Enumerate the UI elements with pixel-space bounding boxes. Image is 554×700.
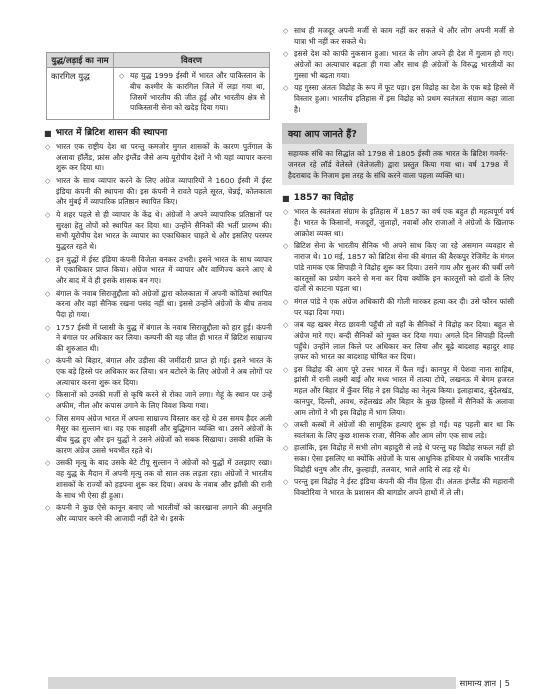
diamond-bullet-icon: ◇ xyxy=(45,391,51,400)
diamond-bullet-icon: ◇ xyxy=(283,297,289,306)
diamond-bullet-icon: ◇ xyxy=(283,478,289,487)
list-item xyxy=(44,323,272,355)
list-item-text: ये शहर पहले से ही व्यापार के केंद्र थे। अंग्रेजों ने अपने व्यापारिक प्रतिष्ठानों पर सुरक्षा हेतु तोपों को स्थापित कर दिया था। उन्होंने सैनिकों की भर्ती प्रारम्भ की। सभी यूरोपीय देश भारत के व्यापार का एकाधिकार चाहते थे और इसलिए परस्पर युद्धरत रहते थे। xyxy=(56,209,272,252)
diamond-bullet-icon: ◇ xyxy=(283,84,289,93)
section-heading xyxy=(44,128,272,139)
list-item xyxy=(118,71,265,114)
list-item xyxy=(44,289,272,321)
list-item-text: उसकी मृत्यु के बाद उसके बेटे टीपू सुल्तान ने अंग्रेजों को युद्धों में उलझाए रखा। वह युद्ध के मैदान में अपनी मृत्यु तक वो साल तक लड़ता रहा। अंग्रेजों ने भारतीय शासकों के राज्यों को हड़पना शुरू कर दिया। अवध के नवाब और झाँसी की रानी के साथ भी ऐसा ही हुआ। xyxy=(56,458,272,500)
table-detail-text: यह युद्ध 1999 ईस्वी में भारत और पाकिस्तान के बीच कश्मीर के कारगिल जिले में लड़ा गया था, जिसमें भारतीय की जीत हुई और भारतीय क्षेत्र से पाकिस्तानी सेना को खदेड़ दिया गया। xyxy=(130,71,265,113)
list-item-text: ब्रिटिश सेना के भारतीय सैनिक भी अपने साथ किए जा रहे असमान व्यवहार से नाराज थे। 10 मई, 1857 को ब्रिटिश सेना की बंगाल की बैरकपुर रेजिमेंट के मंगल पांडे नामक एक सिपाही ने विद्रोह शुरू कर दिया। उसने गाय और सुअर की चर्बी लगे कारतूसों का प्रयोग करने से मना कर दिया क्योंकि इन कारतूसों को दांतों के लिए दांतों से काटना पड़ता था। xyxy=(294,241,514,294)
diamond-bullet-icon: ◇ xyxy=(45,176,51,185)
diamond-bullet-icon: ◇ xyxy=(45,414,51,423)
list-item xyxy=(282,320,514,363)
list-item-text: इस विद्रोह की आग पूरे उत्तर भारत में फैल गई। कानपुर में पेशवा नाना साहिब, झांसी में रानी लक्ष्मी बाई और मध्य भारत में तात्या टोपे, लखनऊ में बेगम हजरत महल और बिहार में कुँवर सिंह ने इस विद्रोह का नेतृत्व किया। इलाहाबाद, बुंदेलखंड, कानपुर, दिल्ली, अवध, रुहेलखंड और बिहार के कुछ हिस्सों में सैनिकों के अलावा आम लोगों ने भी इस विद्रोह में भाग लिया। xyxy=(294,364,514,417)
diamond-bullet-icon: ◇ xyxy=(283,421,289,430)
list-item-text: भारत के साथ व्यापार करने के लिए अंग्रेज व्यापारियों ने 1600 ईस्वी में ईस्ट इंडिया कंपनी की स्थापना की। इस कंपनी ने रावते पहले सूरत, चेन्नई, कोलकाता और मुंबई में व्यापारिक प्रतिष्ठान स्थापित किए। xyxy=(56,175,272,207)
diamond-bullet-icon: ◇ xyxy=(45,255,51,264)
diamond-bullet-icon: ◇ xyxy=(45,289,51,298)
list-item xyxy=(44,210,272,253)
war-table xyxy=(46,52,270,120)
continued-points xyxy=(282,26,514,116)
square-bullet-icon: ■ xyxy=(44,128,52,138)
list-item-text: इससे देश को काफी नुकसान हुआ। भारत के लोग अपने ही देश में गुलाम हो गए। अंग्रेजों का अत्याचार बढ़ता ही गया और साथ ही अंग्रेजों के विरुद्ध भारतीयों का गुस्सा भी बढ़ता गया। xyxy=(294,49,514,80)
page-number: 5 xyxy=(504,678,510,688)
diamond-bullet-icon: ◇ xyxy=(45,504,51,513)
list-item-text: कंपनी को बिहार, बंगाल और उड़ीसा की जमींदारी प्राप्त हो गई। इसने भारत के एक बड़े हिस्से पर अधिकार कर लिया। धन बटोरने के लिए अंग्रेजों ने अब लोगों पर अत्याचार करना शुरू कर दिया। xyxy=(56,356,272,388)
list-item-text: कंपनी ने कुछ ऐसे कानून बनाए जो भारतीयों को कारखाना लगाने की अनुमति और व्यापार करने की आजादी नहीं देते थे। इसके xyxy=(56,503,272,524)
did-you-know-heading: क्या आप जानते हैं? xyxy=(282,123,367,144)
diamond-bullet-icon: ◇ xyxy=(283,208,289,217)
list-item xyxy=(282,365,514,419)
table-header-row xyxy=(47,53,270,68)
table-cell-name: कारगिल युद्ध xyxy=(47,68,114,120)
list-item xyxy=(282,443,514,475)
section-title: 1857 का विद्रोह xyxy=(293,193,354,204)
footer-section: सामान्य ज्ञान xyxy=(459,678,497,688)
diamond-bullet-icon: ◇ xyxy=(283,50,289,59)
diamond-bullet-icon: ◇ xyxy=(45,323,51,332)
diamond-bullet-icon: ◇ xyxy=(283,320,289,329)
list-item-text: इन युद्धों में ईस्ट इंडिया कंपनी विजेता बनकर उभरी। इसने भारत के साथ व्यापार में एकाधिकार प्राप्त किया। अंग्रेज भारत में व्यापार और वाणिज्य करने आए थे और बाद में वे ही इसके शासक बन गए। xyxy=(56,254,272,286)
list-item xyxy=(44,503,272,525)
diamond-bullet-icon: ◇ xyxy=(283,444,289,453)
section-title: भारत में ब्रिटिश शासन की स्थापना xyxy=(55,127,168,138)
list-item xyxy=(44,390,272,412)
list-item xyxy=(282,83,514,115)
section-points xyxy=(282,207,514,499)
table-row xyxy=(47,68,270,120)
list-item-text: जिस समय अंग्रेज भारत में अपना साम्राज्य विस्तार कर रहे थे उस समय हैदर अली मैसूर का सुल्तान था। वह एक साहसी और बुद्धिमान व्यक्ति था। उसने अंग्रेजों के बीच युद्ध हुए और इन युद्धों ने उसने अंग्रेजों को सबक सिखाया। उसकी शक्ति के कारण अंग्रेज उससे भयभीत रहते थे। xyxy=(56,413,272,456)
list-item xyxy=(282,477,514,499)
list-item-text: जब यह खबर मेरठ छावनी पहुँची तो वहाँ के सैनिकों ने विद्रोह कर दिया। बहुत से अंग्रेज मारे गए। बन्दी सैनिकों को मुक्त कर दिया गया। अगले दिन सिपाही दिल्ली पहुँचे। उन्होंने लाल किले पर अधिकार कर लिया और बूढ़े बादशाह बहादुर शाह ज़फर को भारत का बादशाह घोषित कर दिया। xyxy=(294,319,514,362)
list-item-text: भारत के स्वतंत्रता संग्राम के इतिहास में 1857 का वर्ष एक बहुत ही महत्वपूर्ण वर्ष है। भारत के किसानों, मजदूरों, जुलाहों, नवाबों और राजाओं ने अंग्रेजों के खिलाफ आक्रोश व्यक्त था। xyxy=(294,207,514,238)
list-item xyxy=(44,255,272,287)
page-footer xyxy=(0,673,554,693)
list-item-text: परन्तु इस विद्रोह ने ईस्ट इंडिया कंपनी की नींव हिला दी। अंततः इंग्लैंड की महारानी विक्टोरिया ने भारत के प्रशासन की बागडोर अपने हाथों में ले ली। xyxy=(294,477,514,498)
list-item xyxy=(282,49,514,81)
list-item-text: हालांकि, इस विद्रोह में सभी लोग बहादुरी से लड़े थे परन्तु यह विद्रोह सफल नहीं हो सका। ऐसा इसलिए था क्योंकि अंग्रेजों के पास आधुनिक हथियार थे जबकि भारतीय विद्रोही धनुष और तीर, कुल्हाड़ी, तलवार, भाले आदि से लड़ रहे थे। xyxy=(294,443,514,475)
list-item xyxy=(44,356,272,388)
section-points xyxy=(44,142,272,525)
list-item-text: भारत एक राष्ट्रीय देश था परन्तु कमजोर मुगल शासकों के कारण पुर्तगाल के अलावा हॉलैंड, फ्रांस और इंग्लैंड जैसे अन्य यूरोपीय देशों ने भी यहां व्यापार करना शुरू कर दिया था। xyxy=(56,141,272,173)
diamond-bullet-icon: ◇ xyxy=(283,27,289,35)
diamond-bullet-icon: ◇ xyxy=(45,459,51,468)
table-header-name: युद्ध/लड़ाई का नाम xyxy=(47,53,114,68)
list-item xyxy=(282,26,514,48)
list-item-text: जब्ती कस्बों में अंग्रेजों की सामूहिक हत्याएं शुरू हो गईं। यह पहली बार था कि स्वतंत्रता के लिए कुछ शासक राजा, सैनिक और आम लोग एक साथ लड़े। xyxy=(294,420,514,441)
table-header-detail: विवरण xyxy=(114,53,270,68)
footer-band xyxy=(48,677,488,689)
right-column xyxy=(282,26,514,501)
list-item-text: मंगल पांडे ने एक अंग्रेज अधिकारी की गोली मारकर हत्या कर दी। उसे फौरन फांसी पर चढ़ा दिया गया। xyxy=(294,296,514,317)
diamond-bullet-icon: ◇ xyxy=(283,365,289,374)
footer-label xyxy=(456,676,514,690)
diamond-bullet-icon: ◇ xyxy=(45,210,51,219)
left-column xyxy=(44,52,272,526)
list-item xyxy=(282,207,514,239)
list-item xyxy=(282,241,514,295)
diamond-bullet-icon: ◇ xyxy=(45,142,51,151)
square-bullet-icon: ■ xyxy=(282,194,290,204)
diamond-bullet-icon: ◇ xyxy=(45,357,51,366)
diamond-bullet-icon: ◇ xyxy=(283,242,289,251)
list-item xyxy=(44,176,272,208)
list-item-text: किसानों को उनकी मर्जी से कृषि करने से रोका जाने लगा। गेहूं के स्थान पर उन्हें अफीम, नील और कपास उगाने के लिए विवश किया गया। xyxy=(56,390,272,411)
table-cell-detail xyxy=(114,68,270,120)
footer-separator: | xyxy=(499,678,502,688)
did-you-know-box: सहायक संधि का सिद्धांत को 1798 से 1805 ईस्वी तक भारत के ब्रिटिश गवर्नर-जनरल रहे लॉर्ड वेलेस्ले (वेलेजली) द्वारा प्रस्तुत किया गया था। वर्ष 1798 में हैदराबाद के निजाम इस तरह के संधि करने वाला पहला व्यक्ति था। xyxy=(282,144,514,185)
list-item-text: 1757 ईस्वी में प्लासी के युद्ध में बंगाल के नवाब सिराजुद्दौला को हार हुई। कंपनी ने बंगाल पर अधिकार कर लिया। कम्पनी की यह जीत ही भारत में ब्रिटिश साम्राज्य की शुरुआत थी। xyxy=(56,322,272,354)
list-item xyxy=(44,414,272,457)
section-heading xyxy=(282,193,514,204)
list-item-text: यह गुस्सा अंततः विद्रोह के रूप में फूट पड़ा। इस विद्रोह का देश के एक बड़े हिस्से में विस्तार हुआ। भारतीय इतिहास में इस विद्रोह को प्रथम स्वतंत्रता संग्राम कहा जाता है। xyxy=(294,83,514,114)
list-item xyxy=(44,142,272,174)
list-item-text: बंगाल के नवाब सिराजुद्दौला को अंग्रेजों द्वारा कोलकाता में अपनी कोठियां स्थापित करना और वहां सैनिक रखना पसंद नहीं था। इससे उन्होंने अंग्रेजों के बीच तनाव पैदा हो गया। xyxy=(56,288,272,320)
list-item xyxy=(44,458,272,501)
list-item-text: साथ ही मजदूर अपनी मर्जी से काम नहीं कर सकते थे और लोग अपनी मर्जी से यात्रा भी नहीं कर सकते थे। xyxy=(294,26,514,46)
diamond-bullet-icon: ◇ xyxy=(119,72,125,80)
list-item xyxy=(282,420,514,442)
list-item xyxy=(282,297,514,319)
